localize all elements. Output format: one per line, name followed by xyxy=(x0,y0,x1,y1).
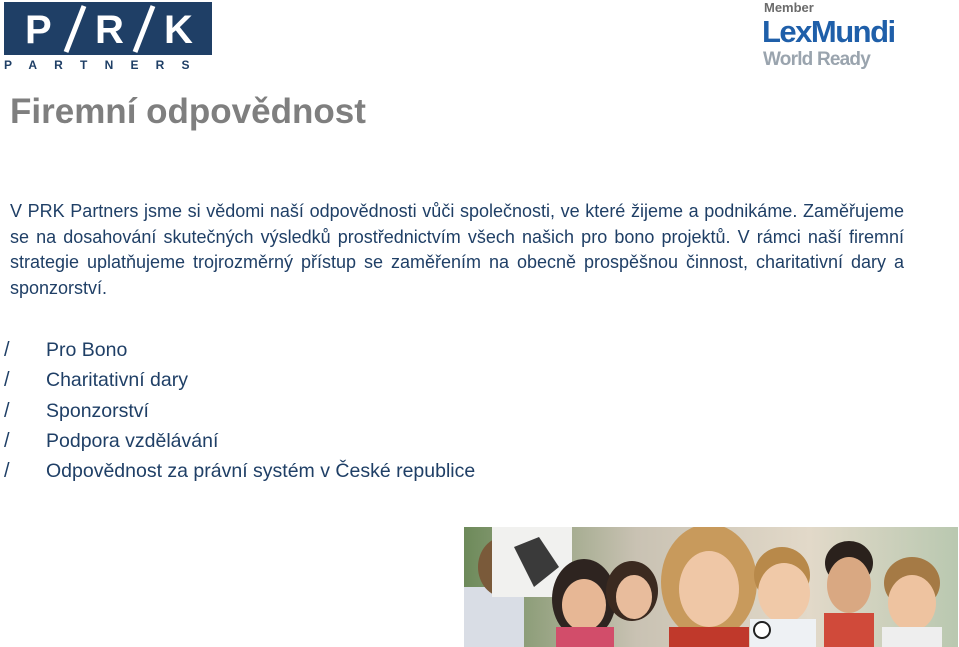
list-item-label: Sponzorství xyxy=(46,399,149,422)
list-item xyxy=(4,426,475,456)
bullet-list xyxy=(4,335,475,486)
children-photo-illustration xyxy=(464,527,958,647)
lexmundi-tagline: World Ready xyxy=(763,49,870,70)
prk-partners-logo xyxy=(4,2,212,72)
list-item-label: Podpora vzdělávání xyxy=(46,429,219,452)
list-item-label: Charitativní dary xyxy=(46,369,188,392)
page-title: Firemní odpovědnost xyxy=(10,92,366,131)
svg-text:P: P xyxy=(25,8,52,52)
list-item-label: Pro Bono xyxy=(46,339,128,361)
slash-bullet-icon: / xyxy=(4,429,10,452)
prk-logo-subtitle: PARTNERS xyxy=(4,58,207,72)
list-item xyxy=(4,456,475,486)
lexmundi-member-label: Member xyxy=(764,0,814,15)
slash-bullet-icon: / xyxy=(4,369,10,392)
lexmundi-name: LexMundi xyxy=(762,14,895,49)
list-item xyxy=(4,396,475,426)
lexmundi-logo xyxy=(762,0,922,76)
intro-paragraph: V PRK Partners jsme si vědomi naší odpovědnosti vůči společnosti, ve které žijeme a podnikáme. Zaměřujeme se na dosahování skutečných výsledků prostřednictvím všech našich pro bono projektů. V rámci naší firemní strategie uplatňujeme trojrozměrný přístup se zaměřením na obecně prospěšnou činnost, charitativní dary a sponzorství. xyxy=(10,201,904,298)
list-item-label: Odpovědnost za právní systém v České republice xyxy=(46,460,476,483)
svg-text:R: R xyxy=(95,8,124,52)
prk-logo-letters xyxy=(4,2,212,55)
slash-bullet-icon: / xyxy=(4,339,10,361)
slash-bullet-icon: / xyxy=(4,399,10,422)
svg-text:K: K xyxy=(164,8,193,52)
slash-bullet-icon: / xyxy=(4,460,10,483)
list-item xyxy=(4,365,475,395)
children-photo xyxy=(464,527,958,647)
list-item xyxy=(4,335,475,365)
